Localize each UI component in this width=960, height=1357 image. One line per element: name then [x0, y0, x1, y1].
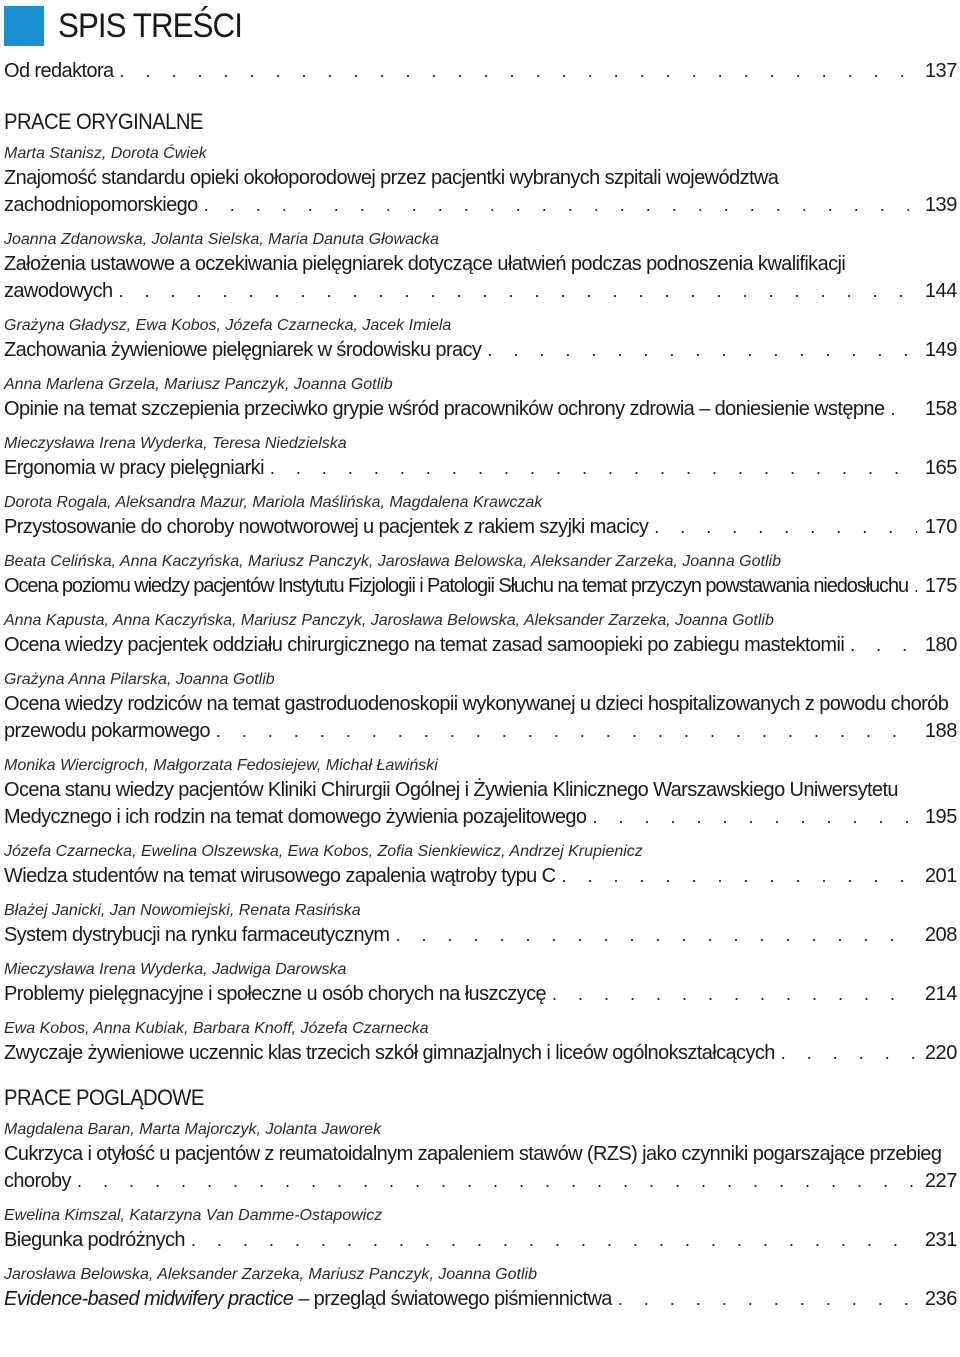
toc-entry-authors: Dorota Rogala, Aleksandra Mazur, Mariola Maślińska, Magdalena Krawczak — [4, 494, 543, 511]
entry-gap — [4, 600, 957, 610]
toc-entry-authors: Grażyna Anna Pilarska, Joanna Gotlib — [4, 671, 275, 688]
toc-entry-line — [4, 1040, 957, 1067]
toc-entry-line — [4, 192, 957, 219]
toc-entry[interactable] — [4, 315, 957, 364]
entry-gap — [4, 364, 957, 374]
dot-leader — [552, 981, 917, 1008]
toc-entry[interactable] — [4, 900, 957, 949]
toc-entry-authors: Jarosława Belowska, Aleksander Zarzeka, Mariusz Panczyk, Joanna Gotlib — [4, 1266, 537, 1283]
toc-page-number: 149 — [924, 339, 957, 361]
toc-entry-title: Ergonomia w pracy pielęgniarki — [4, 457, 264, 479]
entry-gap — [4, 541, 957, 551]
toc-entry[interactable] — [4, 959, 957, 1008]
dot-leader — [77, 1168, 917, 1195]
toc-entry-line — [4, 1227, 957, 1254]
entry-gap — [4, 831, 957, 841]
entry-gap — [4, 423, 957, 433]
toc-entry[interactable] — [4, 374, 957, 423]
toc-entry-line — [4, 718, 957, 745]
toc-entry-title: Znajomość standardu opieki okołoporodowej przez pacjentki wybranych szpitali województwa — [4, 167, 779, 189]
toc-entry-authors: Ewelina Kimszal, Katarzyna Van Damme-Ostapowicz — [4, 1207, 383, 1224]
toc-entry-authors: Anna Marlena Grzela, Mariusz Panczyk, Joanna Gotlib — [4, 376, 393, 393]
toc-page-number: 180 — [924, 634, 957, 656]
toc-entry-authors: Błażej Janicki, Jan Nowomiejski, Renata Rasińska — [4, 902, 361, 919]
dot-leader — [120, 58, 917, 85]
toc-entry[interactable] — [4, 755, 957, 831]
toc-page-number: 158 — [924, 398, 957, 420]
toc-entry-line — [4, 337, 957, 364]
toc-entry-title: Opinie na temat szczepienia przeciwko grypie wśród pracowników ochrony zdrowia – doniesienie wstępne — [4, 398, 885, 420]
toc-page-number: 195 — [924, 806, 957, 828]
entry-gap — [4, 305, 957, 315]
toc-entry-title: choroby — [4, 1170, 71, 1192]
toc-entry-title: Od redaktora — [4, 60, 114, 82]
toc-entry[interactable] — [4, 669, 957, 745]
dot-leader — [270, 455, 917, 482]
toc-entry[interactable] — [4, 433, 957, 482]
page-title: SPIS TREŚCI — [58, 6, 242, 45]
toc-entry-line — [4, 278, 957, 305]
toc-entry-title: Medycznego i ich rodzin na temat domowego żywienia pozajelitowego — [4, 806, 587, 828]
toc-entry[interactable] — [4, 1205, 957, 1254]
toc-entry[interactable] — [4, 1119, 957, 1195]
toc-page-number: 227 — [924, 1170, 957, 1192]
entry-gap — [4, 1195, 957, 1205]
section-gap — [4, 1111, 957, 1119]
dot-leader — [119, 278, 917, 305]
toc-entry[interactable] — [4, 143, 957, 219]
toc-page-number: 137 — [924, 60, 957, 82]
dot-leader — [204, 192, 917, 219]
dot-leader — [781, 1040, 917, 1067]
toc-entry-authors: Magdalena Baran, Marta Majorczyk, Jolanta Jaworek — [4, 1121, 382, 1138]
entry-gap — [4, 219, 957, 229]
toc-entry-line — [4, 1168, 957, 1195]
toc-page-number: 170 — [924, 516, 957, 538]
toc-entry-title: Biegunka podróżnych — [4, 1229, 185, 1251]
toc-page-number: 188 — [924, 720, 957, 742]
toc-entry-title: Zachowania żywieniowe pielęgniarek w środowisku pracy — [4, 339, 482, 361]
toc-entry-authors: Beata Celińska, Anna Kaczyńska, Mariusz Panczyk, Jarosława Belowska, Aleksander Zarzeka, Joanna Gotlib — [4, 553, 781, 570]
toc-entry-line — [4, 632, 957, 659]
toc-entry-authors: Mieczysława Irena Wyderka, Teresa Niedzielska — [4, 435, 347, 452]
toc-entry-authors: Anna Kapusta, Anna Kaczyńska, Mariusz Panczyk, Jarosława Belowska, Aleksander Zarzeka, Joanna Gotlib — [4, 612, 774, 629]
toc-entry-title: Przystosowanie do choroby nowotworowej u pacjentek z rakiem szyjki macicy — [4, 516, 649, 538]
toc-entry-authors: Joanna Zdanowska, Jolanta Sielska, Maria Danuta Głowacka — [4, 231, 439, 248]
section-gap — [4, 135, 957, 143]
toc-entry-intro[interactable] — [4, 58, 957, 85]
entry-gap — [4, 949, 957, 959]
toc-entry-title: przewodu pokarmowego — [4, 720, 210, 742]
table-of-contents — [4, 58, 957, 1313]
toc-entry-title: Założenia ustawowe a oczekiwania pielęgniarek dotyczące ułatwień podczas podnoszenia kwalifikacji — [4, 253, 846, 275]
toc-page-number: 208 — [924, 924, 957, 946]
dot-leader — [618, 1286, 917, 1313]
dot-leader — [216, 718, 917, 745]
toc-entry-title: Ocena wiedzy pacjentek oddziału chirurgicznego na temat zasad samoopieki po zabiegu mastektomii — [4, 634, 845, 656]
toc-entry-title: Ocena wiedzy rodziców na temat gastroduodenoskopii wykonywanej u dzieci hospitalizowanych z powodu chorób — [4, 693, 949, 715]
toc-entry-title-italic: Evidence-based midwifery practice — [4, 1288, 294, 1310]
toc-entry-title: zachodniopomorskiego — [4, 194, 198, 216]
toc-entry-line — [4, 804, 957, 831]
toc-page-number: 214 — [924, 983, 957, 1005]
toc-entry-line — [4, 573, 957, 600]
toc-entry-title: Problemy pielęgnacyjne i społeczne u osób chorych na łuszczycę — [4, 983, 546, 1005]
entry-gap — [4, 1254, 957, 1264]
toc-entry-authors: Ewa Kobos, Anna Kubiak, Barbara Knoff, Józefa Czarnecka — [4, 1020, 429, 1037]
dot-leader — [395, 922, 917, 949]
toc-entry-title: Ocena poziomu wiedzy pacjentów Instytutu Fizjologii i Patologii Słuchu na temat przyczyn powstawania niedosłuchu — [4, 575, 909, 597]
entry-gap — [4, 745, 957, 755]
toc-entry[interactable] — [4, 841, 957, 890]
toc-entry-authors: Mieczysława Irena Wyderka, Jadwiga Darowska — [4, 961, 347, 978]
dot-leader — [654, 514, 917, 541]
toc-entry-title: Ocena stanu wiedzy pacjentów Kliniki Chirurgii Ogólnej i Żywienia Klinicznego Warszawskiego Uniwersytetu — [4, 779, 898, 801]
toc-page-number: 231 — [924, 1229, 957, 1251]
toc-page-number: 165 — [924, 457, 957, 479]
toc-page-number: 201 — [924, 865, 957, 887]
toc-entry-authors: Józefa Czarnecka, Ewelina Olszewska, Ewa Kobos, Zofia Sienkiewicz, Andrzej Krupienicz — [4, 843, 643, 860]
toc-entry-title-rest: – przegląd światowego piśmiennictwa — [293, 1288, 612, 1310]
accent-square-icon — [4, 6, 44, 46]
entry-gap — [4, 1008, 957, 1018]
toc-entry-title: Wiedza studentów na temat wirusowego zapalenia wątroby typu C — [4, 865, 556, 887]
toc-entry-line — [4, 981, 957, 1008]
toc-entry-title: System dystrybucji na rynku farmaceutycznym — [4, 924, 390, 946]
dot-leader — [191, 1227, 917, 1254]
toc-entry-authors: Grażyna Gładysz, Ewa Kobos, Józefa Czarnecka, Jacek Imiela — [4, 317, 452, 334]
dot-leader — [592, 804, 917, 831]
toc-entry-line — [4, 922, 957, 949]
section-heading: PRACE ORYGINALNE — [4, 109, 203, 134]
toc-entry-title — [4, 1286, 612, 1313]
dot-leader — [487, 337, 917, 364]
toc-entry-title: Cukrzyca i otyłość u pacjentów z reumatoidalnym zapaleniem stawów (RZS) jako czynniki pogarszające przebieg — [4, 1143, 942, 1165]
toc-entry[interactable] — [4, 1018, 957, 1067]
toc-entry-line — [4, 863, 957, 890]
toc-page-number: 144 — [924, 280, 957, 302]
entry-gap — [4, 482, 957, 492]
page-header — [4, 4, 258, 48]
toc-entry-authors: Marta Stanisz, Dorota Ćwiek — [4, 145, 207, 162]
toc-page-number: 175 — [924, 575, 957, 597]
dot-leader — [914, 573, 917, 600]
entry-gap — [4, 659, 957, 669]
toc-entry[interactable] — [4, 492, 957, 541]
section-gap — [4, 1067, 957, 1085]
toc-entry[interactable] — [4, 1264, 957, 1313]
toc-entry-title: zawodowych — [4, 280, 113, 302]
dot-leader — [890, 396, 917, 423]
toc-page-number: 236 — [924, 1288, 957, 1310]
entry-gap — [4, 890, 957, 900]
toc-entry[interactable] — [4, 229, 957, 305]
toc-entry-line — [4, 455, 957, 482]
dot-leader — [562, 863, 918, 890]
toc-entry[interactable] — [4, 551, 957, 600]
section-heading: PRACE POGLĄDOWE — [4, 1085, 204, 1110]
dot-leader — [850, 632, 917, 659]
toc-entry-title: Zwyczaje żywieniowe uczennic klas trzecich szkół gimnazjalnych i liceów ogólnokształcących — [4, 1042, 775, 1064]
toc-entry-line — [4, 514, 957, 541]
toc-page-number: 139 — [924, 194, 957, 216]
toc-entry-line — [4, 1286, 957, 1313]
toc-entry-line — [4, 396, 957, 423]
toc-page-number: 220 — [924, 1042, 957, 1064]
toc-entry[interactable] — [4, 610, 957, 659]
toc-entry-authors: Monika Wiercigroch, Małgorzata Fedosiejew, Michał Ławiński — [4, 757, 438, 774]
